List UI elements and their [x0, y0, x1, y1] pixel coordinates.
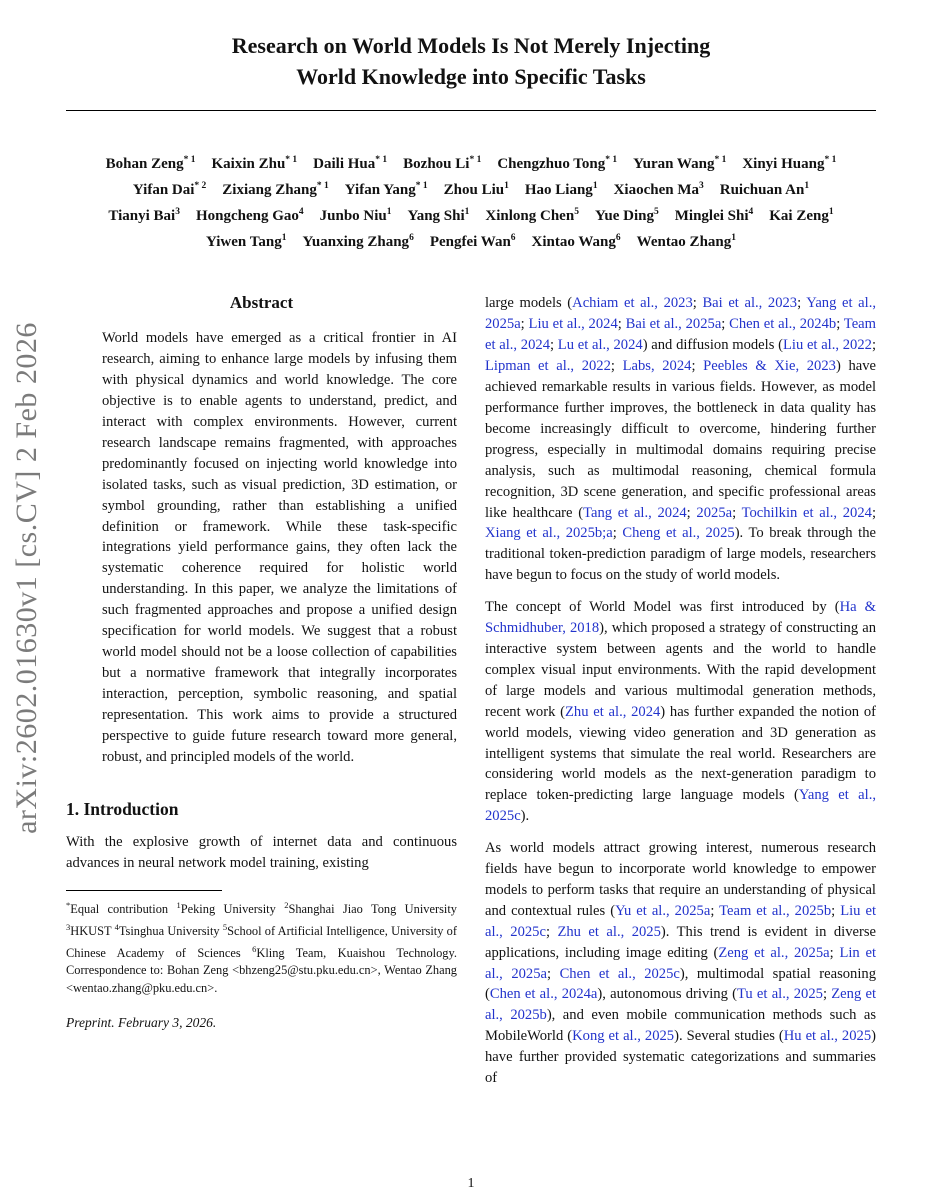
author-affiliation-marker: 3 [175, 207, 180, 218]
author-affiliation-marker: 6 [409, 233, 414, 244]
text-run: ; [829, 944, 840, 961]
body-paragraph [485, 293, 876, 586]
citation-link[interactable]: Labs, 2024 [622, 358, 692, 375]
author-name: Xintao Wang$^6$ [531, 233, 621, 251]
text-run: ; [797, 295, 807, 312]
text-run: ; [545, 923, 558, 940]
author-affiliation-marker: 1 [504, 181, 509, 192]
paper-title-line2: World Knowledge into Specific Tasks [296, 64, 646, 90]
footnote-marker: * [66, 900, 71, 911]
citation-link[interactable]: Tu et al., 2025 [737, 986, 823, 1003]
author-name: Kai Zeng$^1$ [769, 207, 834, 225]
author-affiliation-marker: * 1 [714, 155, 727, 166]
paper-title [0, 0, 942, 92]
citation-link[interactable]: Yu et al., 2025a [615, 902, 711, 919]
text-run: ) and diffusion models ( [642, 337, 783, 354]
author-affiliation-marker: 6 [615, 233, 621, 244]
footnote-marker: 3 [66, 921, 71, 932]
citation-link[interactable]: Tang et al., 2024 [583, 504, 687, 521]
author-name: Yiwen Tang$^1$ [205, 233, 287, 251]
footnote [66, 897, 457, 997]
author-affiliation-marker: 4 [298, 207, 304, 218]
text-run: Tsinghua University [118, 923, 223, 938]
text-run: ; [836, 316, 844, 333]
text-run: ). Several studies ( [674, 1028, 784, 1045]
text-run: ; [710, 902, 720, 919]
author-name: Xiaochen Ma$^3$ [613, 181, 704, 199]
author-affiliation-marker: * 1 [469, 155, 482, 166]
author-affiliation-marker: * 1 [415, 181, 428, 192]
author-affiliation-marker: 1 [828, 207, 834, 218]
citation-link[interactable]: Bai et al., 2023 [702, 295, 798, 312]
author-name: Yuran Wang$^{* 1}$ [633, 155, 727, 173]
author-name: Kaixin Zhu$^{* 1}$ [211, 155, 298, 173]
text-run: School of Artificial Intelligence, University of Chinese Academy of Sciences [66, 923, 457, 960]
text-run: Peking University [180, 902, 285, 917]
citation-link[interactable]: Tochilkin et al., 2024 [741, 504, 872, 521]
author-name: Yue Ding$^5$ [594, 207, 659, 225]
author-name: Daili Hua$^{* 1}$ [313, 155, 388, 173]
citation-link[interactable]: Lin et al., 2025a [485, 944, 877, 982]
citation-link[interactable]: Cheng et al., 2025 [622, 525, 735, 542]
author-affiliation-marker: 1 [731, 233, 736, 244]
author-affiliation-marker: * 1 [824, 155, 837, 166]
preprint-note: Preprint. February 3, 2026. [66, 1015, 217, 1031]
citation-link[interactable]: Yang et al., 2025a [485, 295, 876, 333]
author-name: Hongcheng Gao$^4$ [195, 207, 304, 225]
author-name: Yuanxing Zhang$^6$ [302, 233, 414, 251]
author-name: Zhou Liu$^1$ [443, 181, 509, 199]
right-column [485, 293, 876, 1100]
author-affiliation-marker: 1 [592, 181, 598, 192]
citation-link[interactable]: Zeng et al., 2025a [718, 944, 830, 961]
footnote-marker: 1 [176, 900, 181, 911]
author-row [0, 151, 942, 177]
abstract-text: World models have emerged as a critical frontier in AI research, aiming to enhance large models by infusing them with physical dynamics and world knowledge. The core objective is to enable agents to understand, predict, and interact with complex environments. However, current research landscape remains fragmented, with approaches predominantly focused on injecting world knowledge into isolated tasks, such as visual prediction, 3D estimation, or symbol grounding, rather than establishing a unified definition or framework. While these task-specific integrations yield performance gains, they often lack the systematic coherence required for holistic world understanding. In this paper, we analyze the limitations of such fragmented approaches and propose a unified design specification for world models. We suggest that a robust world model should not be a loose collection of capabilities but a normative framework that integrally incorporates interaction, perception, symbolic reasoning, and spatial representation. This work aims to provide a structured perspective to guide future research toward more general, robust, and principled models of the world. [102, 330, 457, 765]
author-name: Yang Shi$^1$ [407, 207, 470, 225]
citation-link[interactable]: Yang et al., 2025c [485, 787, 877, 825]
author-affiliation-marker: 5 [574, 207, 579, 218]
text-run: ), autonomous driving ( [597, 986, 737, 1003]
citation-link[interactable]: Team et al., 2025b [719, 902, 832, 919]
text-run: large models ( [485, 295, 573, 312]
citation-link[interactable]: Liu et al., 2022 [782, 337, 872, 354]
footnote-marker: 6 [252, 943, 257, 954]
author-affiliation-marker: * 1 [375, 155, 388, 166]
citation-link[interactable]: Liu et al., 2024 [528, 316, 618, 333]
text-run: ). [520, 808, 530, 825]
text-run: ; [822, 986, 832, 1003]
author-name: Junbo Niu$^1$ [319, 207, 392, 225]
author-row [0, 229, 942, 255]
citation-link[interactable]: Zhu et al., 2025 [557, 923, 661, 940]
text-run: ), multimodal spatial reasoning ( [485, 965, 877, 1003]
citation-link[interactable]: Bai et al., 2025a [625, 316, 722, 333]
citation-link[interactable]: Ha & Schmidhuber, 2018 [485, 599, 876, 637]
text-run: ; [692, 295, 703, 312]
author-name: Zixiang Zhang$^{* 1}$ [222, 181, 329, 199]
author-affiliation-marker: 4 [748, 207, 754, 218]
author-name: Yifan Dai$^{* 2}$ [132, 181, 207, 199]
left-column [66, 293, 457, 1034]
author-affiliation-marker: 5 [654, 207, 659, 218]
author-affiliation-marker: 1 [804, 181, 810, 192]
body-paragraph [485, 838, 876, 1089]
text-run: ; [831, 902, 841, 919]
author-row [0, 203, 942, 229]
paper-title-line1: Research on World Models Is Not Merely Injecting [231, 33, 711, 58]
text-run: ) has further expanded the notion of world models, viewing video generation and 3D generation as intelligent systems that simulate the real world. Researchers are considering world models as the next-generation paradigm to replace token-predicting large language models ( [485, 703, 876, 804]
text-run: ; [617, 316, 626, 333]
author-name: Bozhou Li$^{* 1}$ [403, 155, 482, 173]
author-affiliation-marker: * 1 [285, 155, 298, 166]
author-name: Xinyi Huang$^{* 1}$ [742, 155, 837, 173]
author-name: Minglei Shi$^4$ [674, 207, 754, 225]
author-affiliation-marker: 1 [281, 233, 287, 244]
citation-link[interactable]: Team et al., 2024 [485, 316, 876, 354]
text-run: The concept of World Model was first introduced by ( [485, 599, 840, 616]
text-run: As world models attract growing interest, numerous research fields have begun to incorporate world knowledge to empower models to perform tasks that require an understanding of physical and contextual rules ( [485, 840, 876, 919]
author-name: Ruichuan An$^1$ [719, 181, 810, 199]
author-affiliation-marker: * 1 [605, 155, 618, 166]
citation-link[interactable]: Chen et al., 2024b [729, 316, 837, 333]
citation-link[interactable]: Chen et al., 2024a [489, 986, 598, 1003]
author-name: Xinlong Chen$^5$ [485, 207, 579, 225]
page-number: 1 [467, 1176, 475, 1191]
author-affiliation-marker: 6 [510, 233, 516, 244]
arxiv-stamp: arXiv:2602.01630v1 [cs.CV] 2 Feb 2026 [10, 322, 43, 834]
citation-link[interactable]: Zeng et al., 2025b [485, 986, 877, 1024]
author-affiliation-marker: 1 [386, 207, 392, 218]
text-run: ; [691, 358, 704, 375]
citation-link[interactable]: Chen et al., 2025c [559, 965, 680, 982]
text-run: ; [520, 316, 529, 333]
text-run: Shanghai Jiao Tong University [288, 902, 457, 917]
body-paragraph [485, 597, 876, 827]
footnote-marker: 4 [114, 921, 119, 932]
intro-paragraph: With the explosive growth of internet data and continuous advances in neural network model training, existing [66, 834, 457, 872]
citation-link[interactable]: Liu et al., 2025c [485, 902, 876, 940]
text-run: ). To break through the traditional token-prediction paradigm of large models, researchers have begun to focus on the study of world models. [485, 525, 876, 584]
author-block [0, 151, 942, 255]
text-run: ) have achieved remarkable results in various fields. However, as model performance further improves, the bottleneck in data quality has become increasingly difficult to overcome, hindering further progress, especially in multimodal domains requiring precise analysis, such as multimodal reasoning, chemical formula recognition, 3D scene generation, and specific professional areas like healthcare ( [485, 358, 876, 521]
citation-link[interactable]: 2025a [696, 504, 733, 521]
text-run: ; [610, 358, 623, 375]
two-column-body [66, 293, 876, 1100]
author-name: Wentao Zhang$^1$ [636, 233, 736, 251]
author-affiliation-marker: * 1 [183, 155, 196, 166]
text-run: Equal contribution [70, 902, 177, 917]
citation-link[interactable]: Zhu et al., 2024 [565, 703, 661, 720]
text-run: ; [550, 337, 558, 354]
author-affiliation-marker: 3 [698, 181, 704, 192]
author-row [0, 177, 942, 203]
author-name: Chengzhuo Tong$^{* 1}$ [497, 155, 618, 173]
footnote-marker: 5 [222, 921, 228, 932]
text-run: ; [732, 504, 742, 521]
text-run: ; [612, 525, 623, 542]
text-run: ), and even mobile communication methods such as MobileWorld ( [485, 1007, 877, 1045]
footnote-rule [66, 890, 222, 891]
footnote-marker: 2 [284, 900, 289, 911]
citation-link[interactable]: Peebles & Xie, 2023 [703, 358, 836, 375]
citation-link[interactable]: Xiang et al., 2025b;a [485, 525, 613, 542]
citation-link[interactable]: Lipman et al., 2022 [485, 358, 611, 375]
citation-link[interactable]: Lu et al., 2024 [557, 337, 643, 354]
text-run: ), which proposed a strategy of constructing an interactive system between agents and the world to handle complex visual input environments. With the rapid development of large models and various multimodal generation methods, recent work ( [485, 620, 876, 720]
citation-link[interactable]: Kong et al., 2025 [572, 1028, 675, 1045]
author-affiliation-marker: 1 [464, 207, 470, 218]
section-heading-introduction: 1. Introduction [66, 799, 179, 820]
author-affiliation-marker: * 1 [316, 181, 329, 192]
text-run: ; [721, 316, 730, 333]
author-name: Hao Liang$^1$ [524, 181, 598, 199]
author-affiliation-marker: * 2 [194, 181, 207, 192]
abstract-heading: Abstract [229, 293, 294, 313]
text-run: ; [686, 504, 697, 521]
author-name: Pengfei Wan$^6$ [429, 233, 516, 251]
text-run: HKUST [70, 923, 115, 938]
text-run: ). This trend is evident in diverse applications, including image editing ( [485, 923, 876, 961]
text-run: ) have further provided systematic categorizations and summaries of [485, 1028, 876, 1087]
citation-link[interactable]: Hu et al., 2025 [783, 1028, 872, 1045]
author-name: Tianyi Bai$^3$ [108, 207, 180, 225]
text-run: ; [871, 504, 876, 521]
citation-link[interactable]: Achiam et al., 2023 [572, 295, 693, 312]
text-run: ; [871, 337, 877, 354]
title-rule [66, 110, 876, 111]
text-run: ; [547, 965, 560, 982]
text-run: Kling Team, Kuaishou Technology. Correspondence to: Bohan Zeng <bhzeng25@stu.pku.edu.cn>, Wentao Zhang <wentao.zhang@pku.edu.cn>. [66, 945, 457, 995]
author-name: Bohan Zeng$^{* 1}$ [105, 155, 196, 173]
author-name: Yifan Yang$^{* 1}$ [344, 181, 428, 199]
